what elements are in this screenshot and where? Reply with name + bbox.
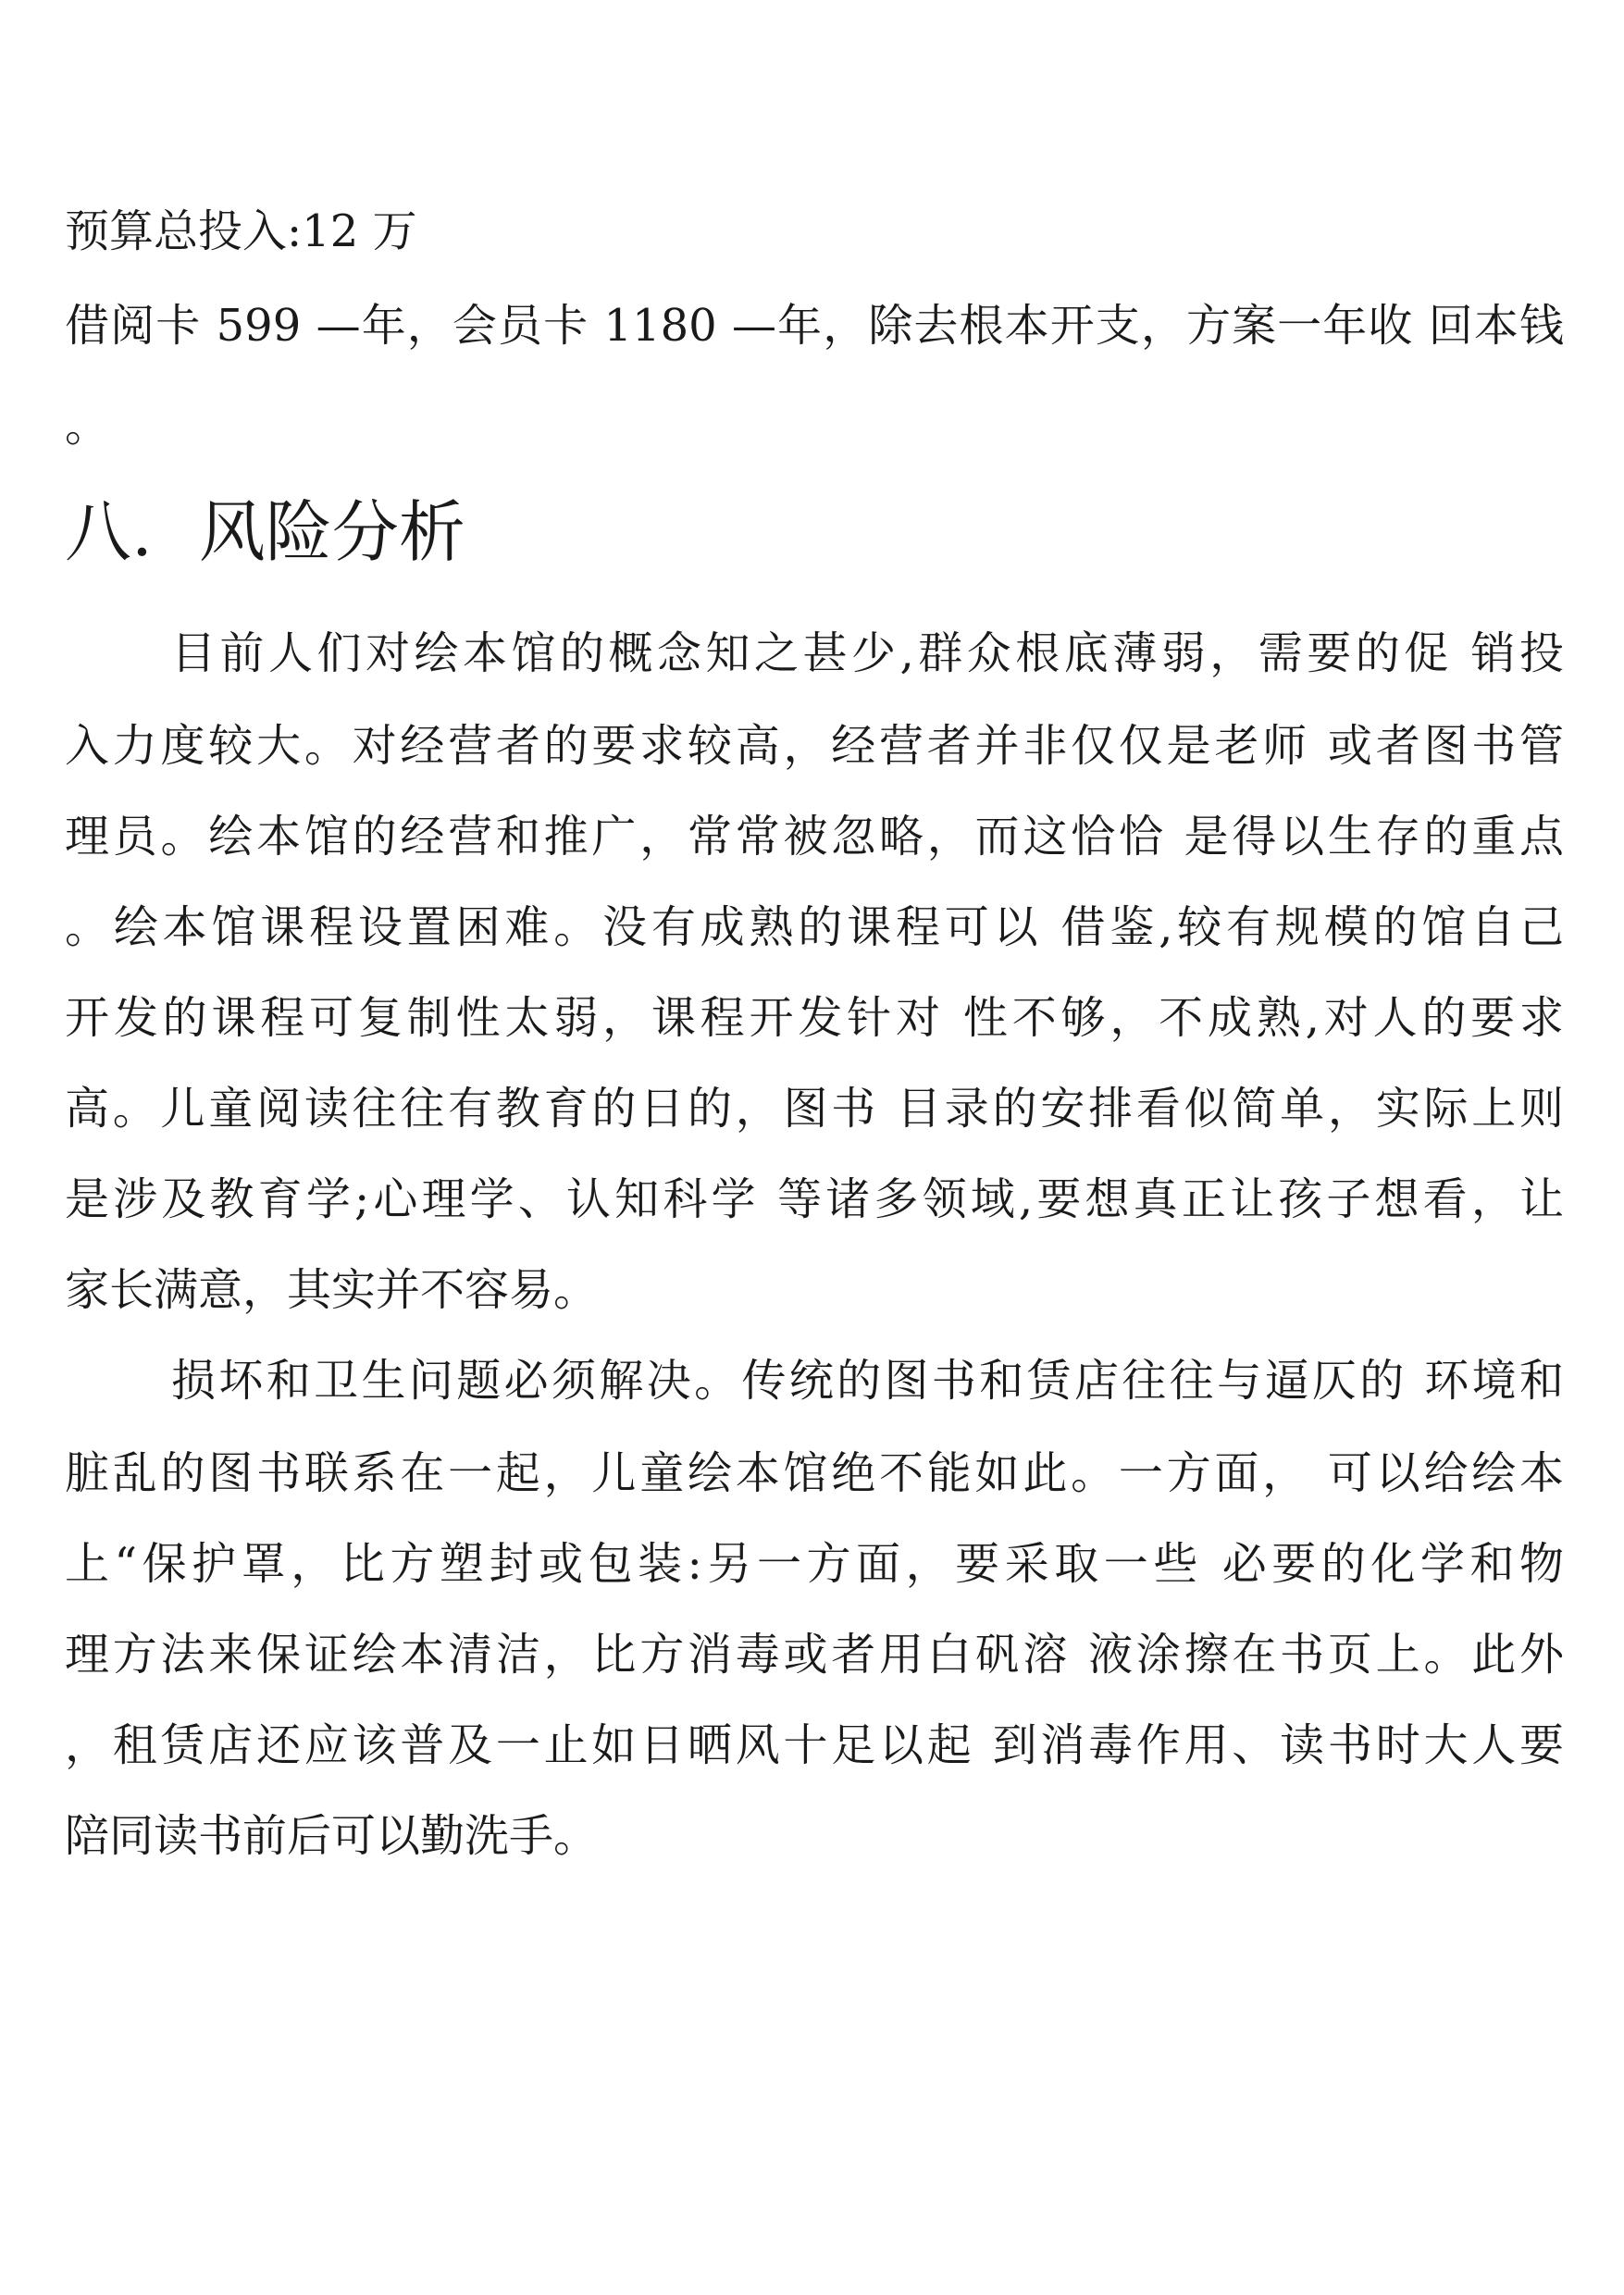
section-number: 八. — [65, 493, 153, 571]
paragraph1-line: 是涉及教育学;心理学、认知科学 等诸多领域,要想真正让孩子想看，让 — [65, 1173, 1564, 1225]
paragraph2-line: 脏乱的图书联系在一起，儿童绘本馆绝不能如此。一方面， 可以给绘本 — [65, 1447, 1564, 1499]
paragraph2-line: ，租赁店还应该普及一止如日晒风十足以起 到消毒作用、读书时大人要 — [65, 1719, 1564, 1771]
budget-total-line: 预算总投入:12 万 — [65, 205, 417, 257]
paragraph2-line: 上“保护罩，比方塑封或包装:另一方面，要采取一些 必要的化学和物 — [65, 1538, 1564, 1590]
budget-period-line: 。 — [65, 400, 110, 452]
paragraph2-line: 损坏和卫生问题必须解决。传统的图书和赁店往往与逼仄的 环境和 — [171, 1355, 1564, 1407]
paragraph1-line: 理员。绘本馆的经营和推广，常常被忽略，而这恰恰 是得以生存的重点 — [65, 811, 1564, 862]
paragraph2-line: 理方法来保证绘本清洁，比方消毒或者用白矾溶 液涂擦在书页上。此外 — [65, 1629, 1564, 1681]
budget-cards-line: 借阅卡 599 —年，会员卡 1180 —年，除去根本开支，方案一年收 回本钱 — [65, 300, 1564, 352]
paragraph1-line: 目前人们对绘本馆的概念知之甚少,群众根底薄弱，需要的促 销投 — [171, 627, 1564, 679]
section-title: 风险分析 — [198, 493, 465, 571]
section-heading — [65, 495, 465, 569]
paragraph1-line: 高。儿童阅读往往有教育的日的，图书 目录的安排看似简单，实际上则 — [65, 1083, 1564, 1135]
paragraph2-line: 陪同读书前后可以勤洗手。 — [65, 1810, 599, 1862]
paragraph1-line: 开发的课程可复制性太弱，课程开发针对 性不够，不成熟,对人的要求 — [65, 992, 1564, 1044]
paragraph1-line: 家长满意，其实并不容易。 — [65, 1264, 599, 1316]
paragraph1-line: 入力度较大。对经营者的要求较高，经营者并非仅仅是老师 或者图书管 — [65, 720, 1564, 772]
paragraph1-line: 。绘本馆课程设置困难。没有成熟的课程可以 借鉴,较有规模的馆自己 — [65, 901, 1564, 953]
